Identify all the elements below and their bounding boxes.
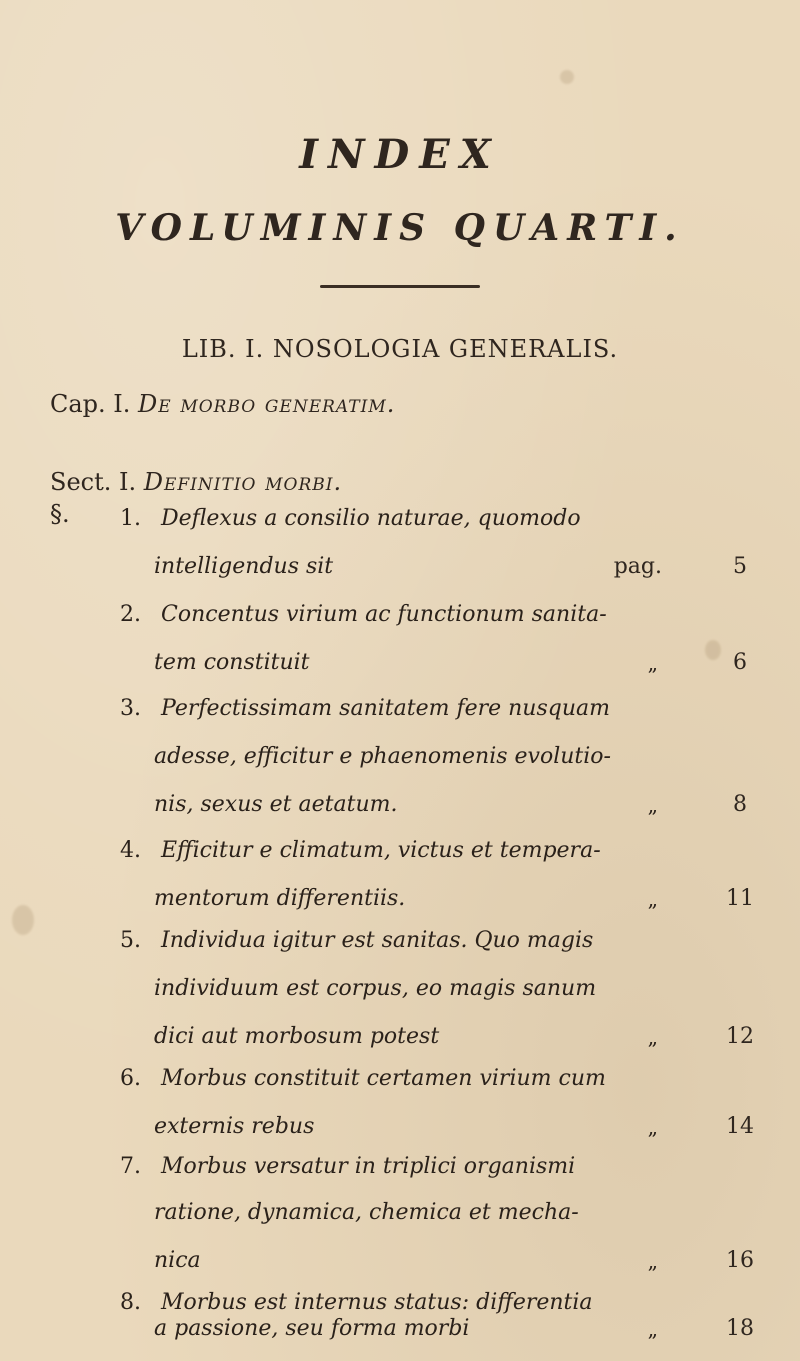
entry-number: 3.	[120, 696, 141, 721]
paper-stain	[12, 905, 34, 935]
ditto-mark: „	[647, 1025, 662, 1049]
entry-text-line: nica	[154, 1248, 201, 1273]
entry-text-line: adesse, efficitur e phaenomenis evolutio-	[154, 744, 611, 769]
entry-number: 1.	[120, 506, 141, 531]
entry-page-number: 5	[733, 554, 747, 579]
section-label: Sect. I.	[50, 468, 137, 496]
index-entry-6	[120, 1060, 780, 1156]
entry-text-line: externis rebus	[154, 1114, 315, 1139]
decorative-rule	[320, 285, 480, 288]
ditto-mark: „	[647, 1317, 662, 1341]
entry-page-number: 12	[726, 1024, 754, 1049]
section-heading	[50, 468, 342, 496]
chapter-label: Cap. I.	[50, 390, 131, 418]
index-entry-7-continued	[120, 1194, 780, 1290]
index-entry-3	[120, 690, 780, 834]
entry-text-line: Morbus constituit certamen virium cum	[161, 1066, 606, 1091]
entry-number: 5.	[120, 928, 141, 953]
book-heading: LIB. I. NOSOLOGIA GENERALIS.	[181, 335, 619, 363]
entry-number: 2.	[120, 602, 141, 627]
ditto-mark: „	[647, 1115, 662, 1139]
entry-page-number: 8	[733, 792, 747, 817]
section-symbol: §.	[50, 500, 70, 528]
entry-number: 7.	[120, 1154, 141, 1179]
entry-text-line: tem constituit	[154, 650, 310, 675]
index-entry-7	[120, 1148, 780, 1196]
entry-text-line: intelligendus sit	[154, 554, 334, 579]
index-entry-1	[120, 500, 780, 596]
entry-text-line: a passione, seu forma morbi	[154, 1316, 470, 1341]
page-label: pag.	[613, 554, 662, 579]
entry-text-line: individuum est corpus, eo magis sanum	[154, 976, 597, 1001]
index-entry-5	[120, 922, 780, 1066]
ditto-mark: „	[647, 1249, 662, 1273]
ditto-mark: „	[647, 793, 662, 817]
volume-subtitle: VOLUMINIS QUARTI.	[115, 207, 685, 249]
entry-page-number: 11	[726, 886, 754, 911]
entry-text-line: Concentus virium ac functionum sanita-	[161, 602, 607, 627]
entry-text-line: Deflexus a consilio naturae, quomodo	[161, 506, 581, 531]
entry-text-line: Perfectissimam sanitatem fere nusquam	[161, 696, 610, 721]
index-title: INDEX	[299, 131, 501, 178]
entry-page-number: 16	[726, 1248, 754, 1273]
entry-text-line: Morbus est internus status: differentia	[161, 1290, 593, 1315]
chapter-title: De morbo generatim.	[138, 390, 396, 418]
entry-page-number: 18	[726, 1316, 754, 1341]
entry-number: 4.	[120, 838, 141, 863]
entry-number: 8.	[120, 1290, 141, 1315]
entry-text-line: mentorum differentiis.	[154, 886, 406, 911]
entry-page-number: 6	[733, 650, 747, 675]
entry-text-line: ratione, dynamica, chemica et mecha-	[154, 1200, 579, 1225]
index-entry-2	[120, 596, 780, 692]
paper-stain	[560, 70, 574, 84]
chapter-heading	[50, 390, 395, 418]
ditto-mark: „	[647, 887, 662, 911]
section-title: Definitio morbi.	[143, 468, 343, 496]
entry-text-line: nis, sexus et aetatum.	[154, 792, 398, 817]
entry-page-number: 14	[726, 1114, 754, 1139]
entry-text-line: Morbus versatur in triplici organismi	[161, 1154, 576, 1179]
entry-text-line: Individua igitur est sanitas. Quo magis	[161, 928, 594, 953]
entry-number: 6.	[120, 1066, 141, 1091]
index-entry-8	[120, 1284, 780, 1342]
entry-text-line: dici aut morbosum potest	[154, 1024, 440, 1049]
index-entry-4	[120, 832, 780, 928]
entry-text-line: Efficitur e climatum, victus et tempera-	[161, 838, 601, 863]
ditto-mark: „	[647, 651, 662, 675]
